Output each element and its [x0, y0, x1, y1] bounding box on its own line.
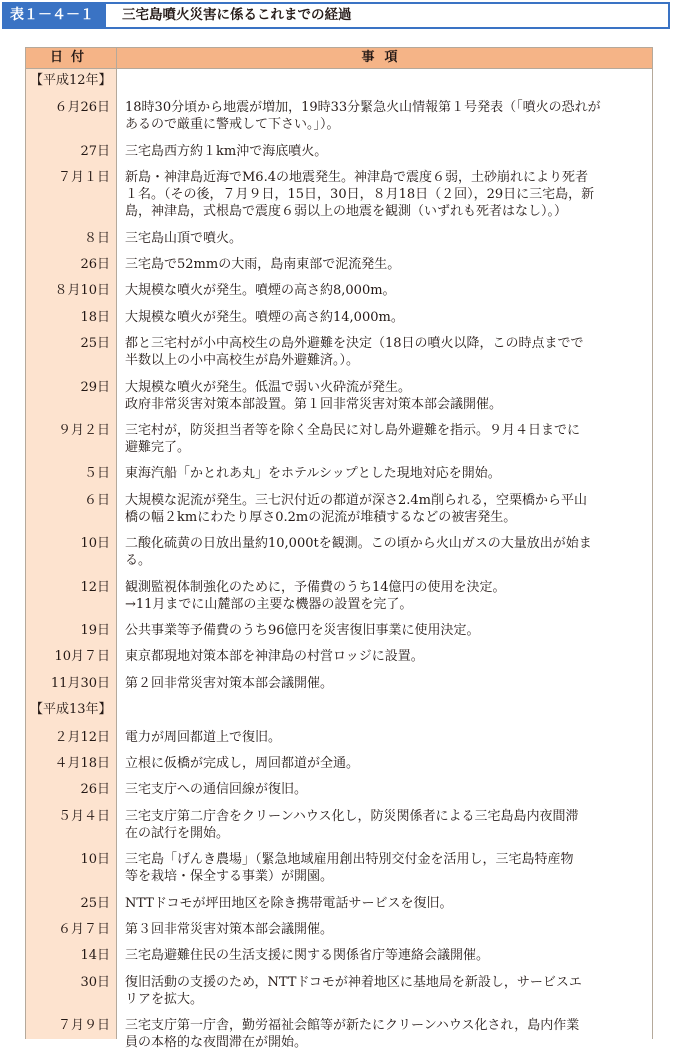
- row-date: 30日: [80, 974, 110, 990]
- row-text: [125, 921, 645, 938]
- row-text-line: 大規模な噴火が発生。低温で弱い火砕流が発生。: [125, 379, 412, 395]
- row-text: [125, 808, 645, 842]
- row-text-line: 三宅支庁第一庁舎，勤労福祉会館等が新たにクリーンハウス化され，島内作業: [125, 1018, 580, 1034]
- row-text: [125, 675, 645, 692]
- row-text-line: リアを拡大。: [125, 991, 204, 1007]
- row-text-line: 第３回非常災害対策本部会議開催。: [125, 922, 334, 937]
- row-text: [125, 379, 645, 413]
- row-text-line: 復旧活動の支援のため，NTTドコモが神着地区に基地局を新設し，サービスエ: [125, 974, 582, 990]
- row-text-line: 18時30分頃から地震が増加，19時33分緊急火山情報第１号発表（「噴火の恐れが: [125, 100, 601, 116]
- row-text: [125, 492, 645, 526]
- row-date: ５日: [83, 466, 110, 482]
- row-text: [125, 579, 645, 613]
- row-date: ４月18日: [54, 756, 110, 771]
- row-date: ６月26日: [54, 100, 110, 116]
- row-text-line: 島，神津島，式根島で震度６弱以上の地震を観測（いずれも死者はなし）。）: [125, 204, 568, 220]
- table-number: 表１－４－１: [4, 4, 106, 27]
- era-label: 【平成13年】: [30, 702, 112, 718]
- row-date: 26日: [80, 782, 110, 798]
- row-text: [125, 143, 645, 160]
- row-text-line: 大規模な泥流が発生。三七沢付近の都道が深さ2.4m削られる，空栗橋から平山: [125, 492, 588, 508]
- row-text: [125, 729, 645, 746]
- row-text-line: 避難完了。: [125, 440, 191, 455]
- row-date: 12日: [80, 579, 110, 595]
- date-column-shade: [26, 69, 116, 1039]
- row-text: [125, 851, 645, 885]
- row-text-line: 在の試行を開始。: [125, 825, 230, 841]
- row-text: [125, 422, 645, 456]
- row-date: 18日: [80, 309, 110, 325]
- row-text: [125, 1017, 645, 1051]
- table-title: 三宅島噴火災害に係るこれまでの経過: [122, 7, 352, 23]
- row-text-line: 大規模な噴火が発生。噴煙の高さ約8,000m。: [125, 283, 396, 299]
- row-text-line: 三宅島避難住民の生活支援に関する関係省庁等連絡会議開催。: [125, 948, 490, 964]
- row-text-line: 二酸化硫黄の日放出量約10,000tを観測。この頃から火山ガスの大量放出が始ま: [125, 536, 592, 552]
- row-text-line: 半数以上の小中高校生が島外避難済。）。: [125, 353, 360, 369]
- row-text-line: 三宅島西方約１km沖で海底噴火。: [125, 143, 328, 159]
- row-text-line: あるので厳重に警戒して下さい。」）。: [125, 117, 340, 133]
- row-text-line: 橋の幅２kmにわたり厚さ0.2mの泥流が堆積するなどの被害発生。: [125, 509, 517, 525]
- row-text-line: 員の本格的な夜間滞在が開始。: [125, 1035, 308, 1051]
- row-text: [125, 535, 645, 569]
- row-date: ６月７日: [57, 922, 110, 937]
- row-date: 19日: [80, 623, 110, 638]
- row-text-line: 三宅島で52mmの大雨，島南東部で泥流発生。: [125, 257, 401, 272]
- row-date: 25日: [80, 895, 110, 911]
- row-date: 11月30日: [50, 675, 110, 691]
- row-date: ５月４日: [57, 808, 110, 824]
- row-text: [125, 256, 645, 273]
- row-text: [125, 335, 645, 369]
- row-date: ９月２日: [57, 423, 110, 438]
- row-date: ２月12日: [54, 729, 110, 745]
- row-text-line: 等を栽培・保全する事業）が開園。: [125, 869, 334, 885]
- row-text-line: 大規模な噴火が発生。噴煙の高さ約14,000m。: [125, 309, 404, 325]
- row-text: [125, 755, 645, 772]
- row-date: 10日: [80, 852, 110, 868]
- row-text-line: る。: [125, 553, 152, 569]
- header-date: 日付: [49, 50, 92, 65]
- row-text-line: NTTドコモが坪田地区を除き携帯電話サービスを復旧。: [125, 895, 453, 911]
- row-text: [125, 99, 645, 133]
- row-text: [125, 974, 645, 1008]
- row-date: ８月10日: [54, 283, 110, 299]
- row-text: [125, 465, 645, 482]
- row-date: ６日: [83, 492, 110, 508]
- table-caption: [2, 2, 670, 29]
- row-text-line: →11月までに山麓部の主要な機器の設置を完了。: [125, 596, 413, 612]
- row-text: [125, 781, 645, 798]
- row-date: ８日: [83, 230, 110, 246]
- row-date: 14日: [80, 948, 110, 964]
- table-body: [26, 69, 652, 1051]
- row-text-line: 東海汽船「かとれあ丸」をホテルシップとした現地対応を開始。: [125, 466, 501, 482]
- row-text-line: 新島・神津島近海でM6.4の地震発生。神津島で震度６弱，土砂崩れにより死者: [125, 170, 588, 186]
- row-text: [125, 169, 645, 220]
- row-date: ７月１日: [57, 170, 110, 186]
- row-date: 29日: [80, 379, 110, 395]
- row-date: 27日: [80, 143, 110, 159]
- row-text-line: 三宅島山頂で噴火。: [125, 230, 243, 246]
- row-text-line: 東京都現地対策本部を神津島の村営ロッジに設置。: [125, 649, 424, 665]
- row-text-line: 公共事業等予備費のうち96億円を災害復旧事業に使用決定。: [125, 623, 480, 638]
- row-text: [125, 230, 645, 247]
- row-text-line: 第２回非常災害対策本部会議開催。: [125, 675, 334, 691]
- row-text-line: 都と三宅村が小中高校生の島外避難を決定（18日の噴火以降，この時点までで: [125, 336, 584, 352]
- row-text: [125, 282, 645, 299]
- row-text: [125, 648, 645, 665]
- row-date: 10月７日: [54, 649, 110, 665]
- row-text: [125, 947, 645, 964]
- row-text-line: 観測監視体制強化のために，予備費のうち14億円の使用を決定。: [125, 579, 506, 595]
- column-divider: [116, 69, 117, 1039]
- row-text-line: 電力が周回都道上で復旧。: [125, 729, 282, 745]
- header-item: 事項: [116, 48, 652, 68]
- row-date: 26日: [80, 257, 110, 272]
- row-text-line: 三宅支庁第二庁舎をクリーンハウス化し，防災関係者による三宅島島内夜間滞: [125, 808, 579, 824]
- row-date: 25日: [80, 336, 110, 352]
- table-header: [26, 47, 652, 69]
- row-text-line: 三宅村が，防災担当者等を除く全島民に対し島外避難を指示。９月４日までに: [125, 423, 581, 438]
- row-date: ７月９日: [57, 1018, 110, 1034]
- row-text-line: 立根に仮橋が完成し，周回都道が全通。: [125, 756, 360, 771]
- chronology-table: [25, 47, 653, 1051]
- row-text-line: １名。（その後，７月９日，15日，30日，８月18日（２回），29日に三宅島，新: [125, 187, 595, 203]
- row-text: [125, 309, 645, 326]
- row-text: [125, 622, 645, 639]
- row-text-line: 三宅支庁への通信回線が復旧。: [125, 782, 308, 798]
- era-label: 【平成12年】: [30, 73, 112, 88]
- row-date: 10日: [80, 536, 110, 552]
- row-text-line: 政府非常災害対策本部設置。第１回非常災害対策本部会議開催。: [125, 396, 503, 412]
- row-text-line: 三宅島「げんき農場」（緊急地域雇用創出特別交付金を活用し，三宅島特産物: [125, 852, 574, 868]
- row-text: [125, 895, 645, 912]
